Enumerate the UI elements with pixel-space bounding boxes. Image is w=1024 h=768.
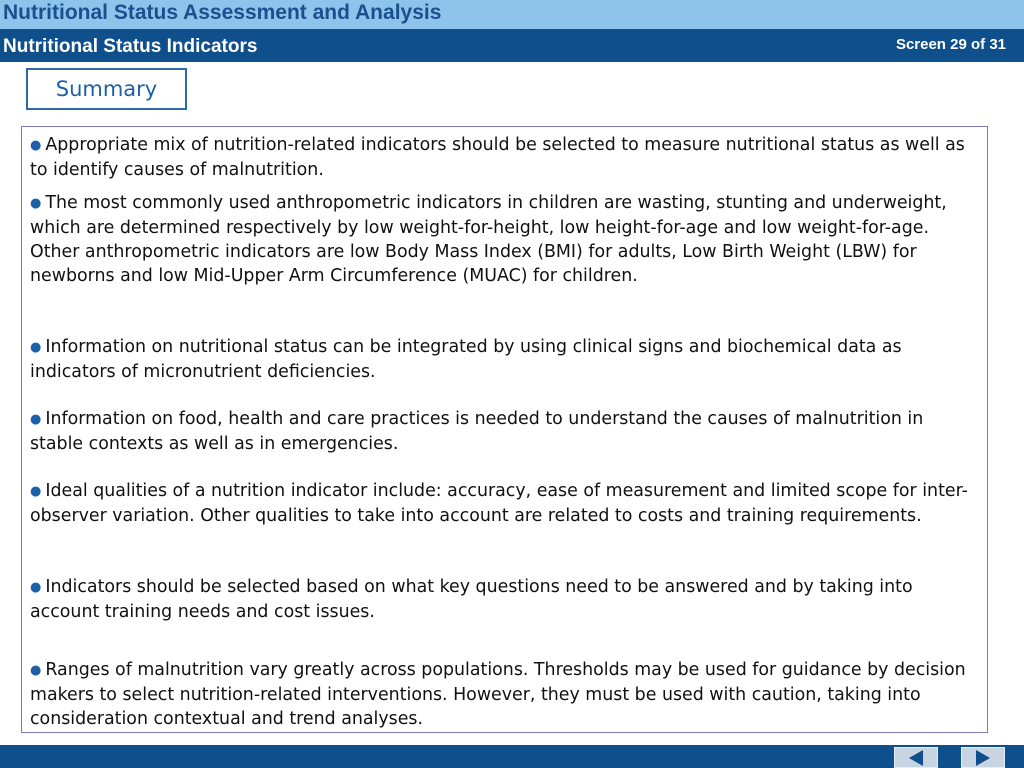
bottom-navigation-bar: [0, 745, 1024, 768]
triangle-right-icon: [976, 750, 990, 766]
bullet-icon: ●: [30, 196, 42, 211]
list-item: [30, 658, 974, 731]
bullet-icon: ●: [30, 580, 42, 595]
screen-counter: Screen 29 of 31: [895, 36, 1006, 53]
list-item-text: Indicators should be selected based on what key questions need to be answered and by taking into account training needs and cost issues.: [30, 577, 913, 622]
list-item: [30, 479, 974, 528]
list-item-text: The most commonly used anthropometric indicators in children are wasting, stunting and underweight, which are determined respectively by low weight-for-height, low height-for-age and low weight-for-age. Other anthropometric indicators are low Body Mass Index (BMI) for adults, Low Birth Weight (LBW) for newborns and low Mid-Upper Arm Circumference (MUAC) for children.: [30, 193, 947, 286]
list-item: [30, 133, 974, 182]
list-item: [30, 407, 974, 456]
course-title: Nutritional Status Assessment and Analysis: [3, 1, 442, 24]
bullet-icon: ●: [30, 412, 42, 427]
bullet-icon: ●: [30, 663, 42, 678]
bullet-icon: ●: [30, 340, 42, 355]
summary-label: Summary: [55, 77, 158, 101]
list-item-text: Ideal qualities of a nutrition indicator include: accuracy, ease of measurement and limited scope for inter-observer variation. Other qualities to take into account are related to costs and training requirements.: [30, 481, 968, 526]
list-item-text: Information on food, health and care practices is needed to understand the causes of malnutrition in stable contexts as well as in emergencies.: [30, 409, 924, 454]
list-item: [30, 335, 974, 384]
list-item: [30, 191, 974, 288]
list-item-text: Ranges of malnutrition vary greatly across populations. Thresholds may be used for guidance by decision makers to select nutrition-related interventions. However, they must be used with caution, taking into consideration contextual and trend analyses.: [30, 660, 966, 729]
bullet-icon: ●: [30, 484, 42, 499]
list-item-text: Information on nutritional status can be integrated by using clinical signs and biochemical data as indicators of micronutrient deficiencies.: [30, 337, 902, 382]
summary-content-panel: [21, 126, 988, 733]
list-item-text: Appropriate mix of nutrition-related indicators should be selected to measure nutritional status as well as to identify causes of malnutrition.: [30, 135, 965, 180]
next-button[interactable]: [961, 747, 1005, 768]
bullet-icon: ●: [30, 138, 42, 153]
triangle-left-icon: [909, 750, 923, 766]
list-item: [30, 575, 974, 624]
back-button[interactable]: [894, 747, 938, 768]
section-title: Nutritional Status Indicators: [3, 36, 258, 57]
summary-label-box: [26, 68, 187, 110]
